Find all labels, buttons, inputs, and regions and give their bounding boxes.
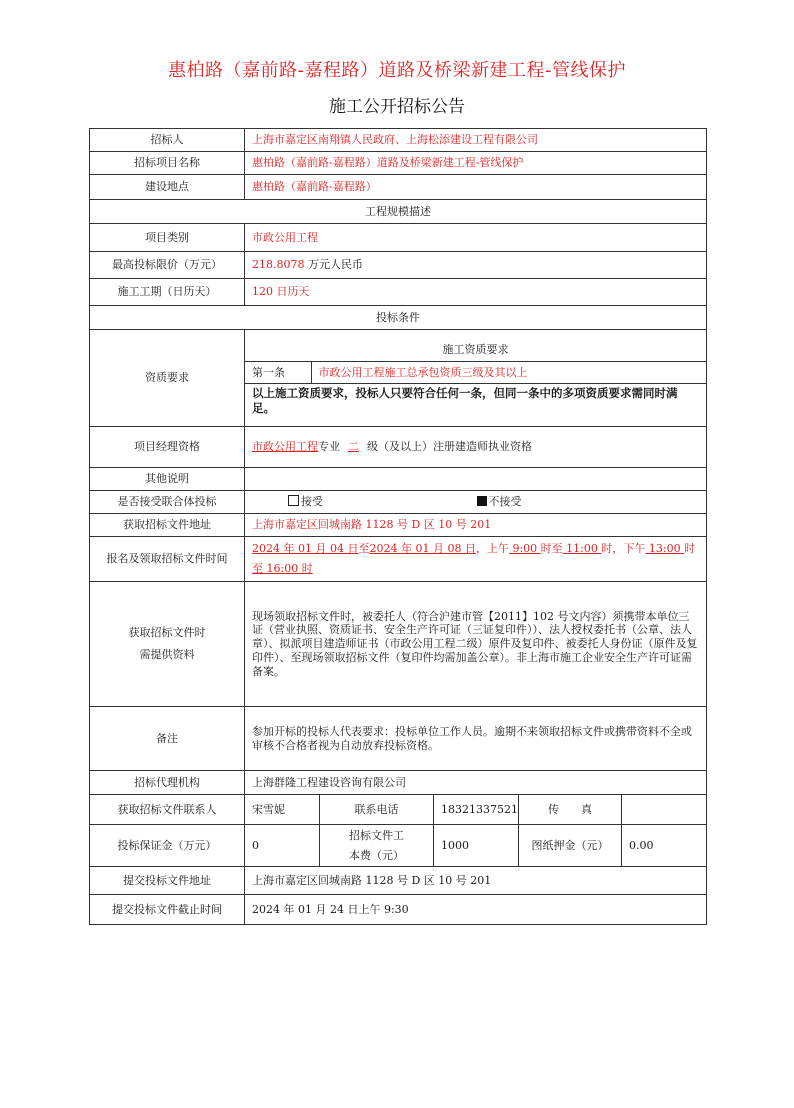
row-duration <box>90 279 707 306</box>
row-contact <box>90 795 707 825</box>
doc-address-label: 获取招标文件地址 <box>90 514 245 537</box>
qualification-clause-label: 第一条 <box>245 362 311 384</box>
tenderer-value: 上海市嘉定区南翔镇人民政府、上海松添建设工程有限公司 <box>245 129 707 152</box>
drawing-deposit-value: 0.00 <box>622 825 707 867</box>
manager-label: 项目经理资格 <box>90 427 245 468</box>
joint-accept-label: 接受 <box>301 495 323 509</box>
contact-label: 获取招标文件联系人 <box>90 795 245 825</box>
materials-label-line1: 获取招标文件时 <box>128 626 206 639</box>
time-pm-start: 13:00 <box>645 542 685 555</box>
qualification-inner-table <box>245 339 706 417</box>
doc-fee-label <box>320 825 434 867</box>
time-line2 <box>252 562 313 575</box>
time-am-prefix: ，上午 <box>475 542 509 555</box>
row-conditions-header <box>90 306 707 330</box>
time-line2-suffix: 时 <box>301 562 313 575</box>
tenderer-label: 招标人 <box>90 129 245 152</box>
phone-label: 联系电话 <box>320 795 434 825</box>
doc-fee-label-line2: 本费（元） <box>349 848 404 862</box>
joint-accept-option[interactable] <box>252 495 473 509</box>
project-name-value: 惠柏路（嘉前路-嘉程路）道路及桥梁新建工程-管线保护 <box>245 152 707 175</box>
row-materials <box>90 582 707 707</box>
deadline-label: 提交投标文件截止时间 <box>90 895 245 925</box>
row-doc-address <box>90 514 707 537</box>
document-title: 惠柏路（嘉前路-嘉程路）道路及桥梁新建工程-管线保护 <box>168 60 626 81</box>
doc-fee-value: 1000 <box>434 825 519 867</box>
manager-value <box>245 427 707 468</box>
drawing-deposit-label: 图纸押金（元） <box>519 825 622 867</box>
row-submit-address <box>90 867 707 895</box>
row-project-name <box>90 152 707 175</box>
time-start-date: 2024 年 01 月 04 日 <box>252 542 359 555</box>
max-price-amount: 218.8078 <box>252 258 305 272</box>
joint-reject-label: 不接受 <box>488 495 522 509</box>
duration-label: 施工工期（日历天） <box>90 279 245 306</box>
location-label: 建设地点 <box>90 175 245 200</box>
qualification-clause-value: 市政公用工程施工总承包资质三级及其以上 <box>311 362 706 384</box>
row-fees <box>90 825 707 867</box>
row-joint <box>90 491 707 514</box>
joint-reject-option[interactable] <box>477 495 522 508</box>
max-price-unit: 万元人民币 <box>308 258 363 272</box>
qualification-subheader: 施工资质要求 <box>245 339 706 362</box>
row-time <box>90 537 707 582</box>
agency-label: 招标代理机构 <box>90 771 245 795</box>
qualification-cell <box>245 330 707 427</box>
row-other <box>90 468 707 491</box>
manager-grade: 二 <box>348 440 359 454</box>
document-subtitle: 施工公开招标公告 <box>329 97 465 117</box>
manager-text-1: 专业 <box>318 440 340 454</box>
max-price-value <box>245 252 707 279</box>
doc-fee-label-line1: 招标文件工 <box>349 828 404 842</box>
row-max-price <box>90 252 707 279</box>
max-price-label: 最高投标限价（万元） <box>90 252 245 279</box>
time-am-start: 9:00 <box>508 542 541 555</box>
category-value: 市政公用工程 <box>245 224 707 252</box>
agency-value: 上海群隆工程建设咨询有限公司 <box>245 771 707 795</box>
deposit-label: 投标保证金（万元） <box>90 825 245 867</box>
conditions-header: 投标条件 <box>90 306 707 330</box>
scale-header: 工程规模描述 <box>90 200 707 224</box>
row-agency <box>90 771 707 795</box>
time-am-end: 11:00 <box>562 542 602 555</box>
materials-value: 现场领取招标文件时，被委托人（符合沪建市管【2011】102 号文内容）须携带本单位三证（营业执照、资质证书、安全生产许可证（三证复印件））、法人授权委托书（公章、法人章）、拟派项目建造师证书（市政公用工程二级）原件及复印件、被委托人身份证（原件及复印件）、至现场领取招标文件（复印件均需加盖公章）。非上海市施工企业安全生产许可证需备案。 <box>245 582 707 707</box>
manager-text-2: 级（及以上）注册建造师执业资格 <box>367 440 532 454</box>
remarks-value: 参加开标的投标人代表要求：投标单位工作人员。逾期不来领取招标文件或携带资料不全或审核不合格者视为自动放弃投标资格。 <box>245 707 707 771</box>
fax-label: 传 真 <box>519 795 622 825</box>
submit-address-label: 提交投标文件地址 <box>90 867 245 895</box>
row-scale-header <box>90 200 707 224</box>
other-value <box>245 468 707 491</box>
time-pm-end: 16:00 <box>263 562 302 575</box>
time-end-date: 2024 年 01 月 08 日 <box>369 542 476 555</box>
contact-name: 宋雪妮 <box>245 795 320 825</box>
checkbox-empty-icon <box>288 495 299 506</box>
joint-label: 是否接受联合体投标 <box>90 491 245 514</box>
phone-value: 18321337521 <box>434 795 519 825</box>
time-line2-prefix: 至 <box>252 562 263 575</box>
category-label: 项目类别 <box>90 224 245 252</box>
fax-value <box>622 795 707 825</box>
row-manager <box>90 427 707 468</box>
row-location <box>90 175 707 200</box>
doc-address-value: 上海市嘉定区回城南路 1128 号 D 区 10 号 201 <box>245 514 707 537</box>
project-name-label: 招标项目名称 <box>90 152 245 175</box>
row-qualification <box>90 330 707 427</box>
checkbox-filled-icon <box>477 496 487 506</box>
deposit-value: 0 <box>245 825 320 867</box>
time-pm-prefix: 时，下午 <box>601 542 646 555</box>
submit-address-value: 上海市嘉定区回城南路 1128 号 D 区 10 号 201 <box>245 867 707 895</box>
other-label: 其他说明 <box>90 468 245 491</box>
remarks-label: 备注 <box>90 707 245 771</box>
row-tenderer <box>90 129 707 152</box>
row-category <box>90 224 707 252</box>
qualification-note: 以上施工资质要求，投标人只要符合任何一条，但同一条中的多项资质要求需同时满足。 <box>252 386 678 415</box>
tender-table <box>89 128 707 925</box>
manager-specialty: 市政公用工程 <box>252 440 318 454</box>
materials-label-line2: 需提供资料 <box>139 648 195 661</box>
time-label: 报名及领取招标文件时间 <box>90 537 245 582</box>
deadline-value: 2024 年 01 月 24 日上午 9:30 <box>245 895 707 925</box>
row-deadline <box>90 895 707 925</box>
location-value: 惠柏路（嘉前路-嘉程路） <box>245 175 707 200</box>
duration-value: 120 日历天 <box>245 279 707 306</box>
time-am-to: 时至 <box>540 542 563 555</box>
qualification-label: 资质要求 <box>90 330 245 427</box>
time-pm-to: 时 <box>684 542 696 555</box>
materials-label <box>90 582 245 707</box>
joint-options <box>245 491 707 514</box>
row-remarks <box>90 707 707 771</box>
time-to-1: 至 <box>358 542 370 555</box>
time-value <box>245 537 707 582</box>
